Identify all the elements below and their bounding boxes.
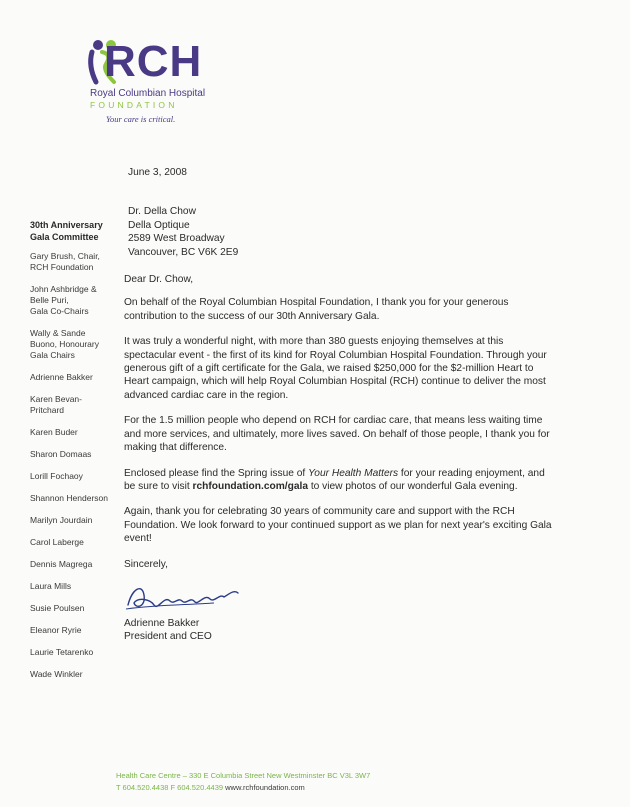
committee-member: Laurie Tetarenko xyxy=(30,647,94,657)
letterhead-footer xyxy=(116,770,370,794)
committee-member: Gary Brush, Chair, RCH Foundation xyxy=(30,251,100,272)
committee-sidebar xyxy=(30,219,120,691)
committee-member: Susie Poulsen xyxy=(30,603,85,613)
signer-block xyxy=(124,617,554,643)
paragraph-4: Enclosed please find the Spring issue of Your Health Matters for your reading enjoyment, and be sure to visit rchfoundation.com/gala to view photos of our wonderful Gala evening. xyxy=(124,467,545,492)
committee-member: Eleanor Ryrie xyxy=(30,625,82,635)
letter-date: June 3, 2008 xyxy=(128,167,187,178)
paragraph-2: It was truly a wonderful night, with more than 380 guests enjoying themselves at this spectacular event - the first of its kind for Royal Columbian Hospital Foundation. Through your generous gift of a gift certificate for the Gala, we raised $250,000 for the $2-million Heart to Heart campaign, which will help Royal Columbian Hospital (RCH) continue to deliver the most advanced cardiac care in the region. xyxy=(124,336,547,401)
committee-member: Lorill Fochaoy xyxy=(30,471,83,481)
committee-member: Sharon Domaas xyxy=(30,449,92,459)
rch-logo xyxy=(84,36,224,126)
logo-tagline: Your care is critical. xyxy=(106,114,176,124)
paragraph-1: On behalf of the Royal Columbian Hospital Foundation, I thank you for your generous contribution to the success of our 30th Anniversary Gala. xyxy=(124,297,509,322)
logo-wordmark: RCH xyxy=(104,37,203,86)
recipient-address: Dr. Della Chow Della Optique 2589 West Broadway Vancouver, BC V6K 2E9 xyxy=(128,206,239,258)
committee-member: Dennis Magrega xyxy=(30,559,93,569)
committee-member: Adrienne Bakker xyxy=(30,372,93,382)
footer-website: www.rchfoundation.com xyxy=(225,783,305,792)
gala-url: rchfoundation.com/gala xyxy=(192,480,308,492)
committee-member: Carol Laberge xyxy=(30,537,84,547)
closing: Sincerely, xyxy=(124,558,168,570)
footer-address: Health Care Centre – 330 E Columbia Street New Westminster BC V3L 3W7 xyxy=(116,771,371,780)
paragraph-5: Again, thank you for celebrating 30 years of community care and support with the RCH Foundation. We look forward to your continued support as we plan for next year's exciting Gala event! xyxy=(124,506,552,545)
committee-member: Shannon Henderson xyxy=(30,493,108,503)
salutation: Dear Dr. Chow, xyxy=(124,274,194,286)
logo-foundation: FOUNDATION xyxy=(90,100,178,110)
publication-title: Your Health Matters xyxy=(308,467,399,479)
committee-member: Wally & Sande Buono, Honourary Gala Chairs xyxy=(30,328,99,360)
committee-member: John Ashbridge & Belle Puri, Gala Co-Chairs xyxy=(30,284,97,316)
logo-name: Royal Columbian Hospital xyxy=(90,88,206,99)
signer-name: Adrienne Bakker xyxy=(124,617,200,629)
committee-member: Laura Mills xyxy=(30,581,72,591)
committee-member: Karen Buder xyxy=(30,427,78,437)
committee-title: 30th Anniversary Gala Committee xyxy=(30,220,103,242)
committee-member: Marilyn Jourdain xyxy=(30,515,93,525)
signer-title: President and CEO xyxy=(124,630,212,642)
signature-icon xyxy=(124,575,244,617)
paragraph-3: For the 1.5 million people who depend on RCH for cardiac care, that means less waiting time and more services, and ultimately, more lives saved. On behalf of those people, I thank you for making that difference. xyxy=(124,415,550,454)
letter-body xyxy=(124,166,554,643)
committee-member: Karen Bevan- Pritchard xyxy=(30,394,82,415)
committee-member: Wade Winkler xyxy=(30,669,83,679)
handwritten-signature xyxy=(124,575,264,617)
footer-phone: T 604.520.4438 F 604.520.4439 xyxy=(116,783,224,792)
committee-members xyxy=(30,251,120,680)
